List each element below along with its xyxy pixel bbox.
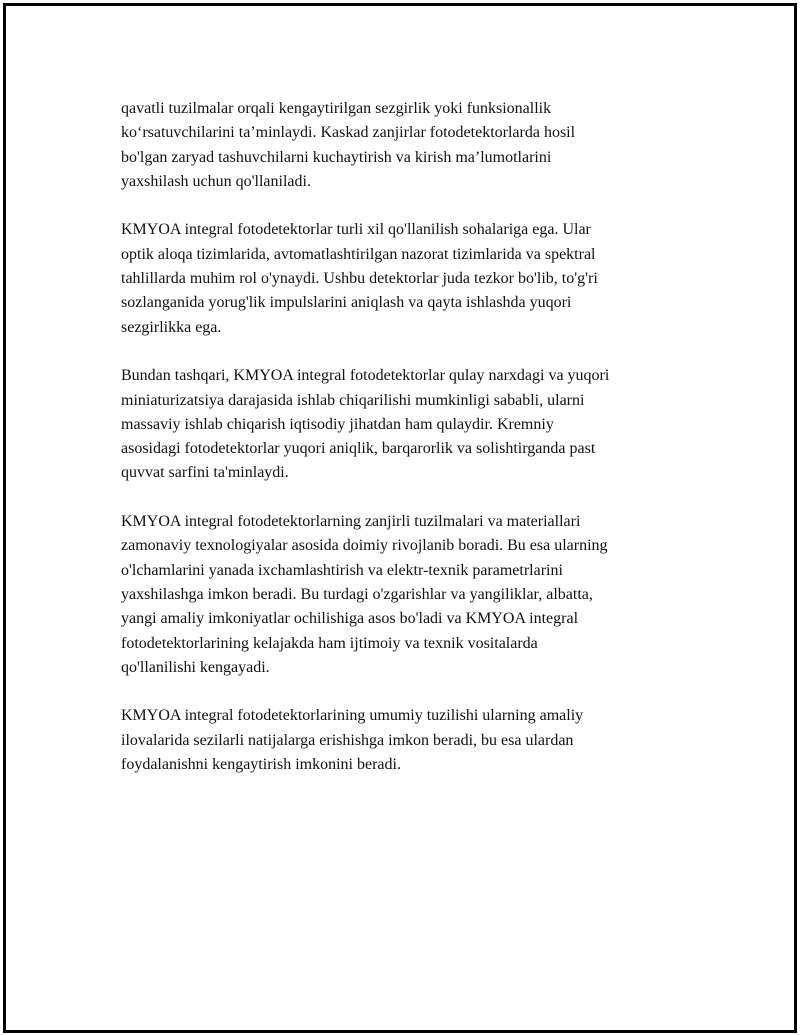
- paragraph-4: KMYOA integral fotodetektorlarning zanjirli tuzilmalari va materiallari zamonaviy texnologiyalar asosida doimiy rivojlanib boradi. Bu esa ularning o'lchamlarini yanada ixchamlashtirish va elektr-texnik parametrlarini yaxshilashga imkon beradi. Bu turdagi o'zgarishlar va yangiliklar, albatta, yangi amaliy imkoniyatlar ochilishiga asos bo'ladi va KMYOA integral fotodetektorlarining kelajakda ham ijtimoiy va texnik vositalarda qo'llanilishi kengayadi.: [121, 513, 608, 676]
- paragraph-5: KMYOA integral fotodetektorlarining umumiy tuzilishi ularning amaliy ilovalarida sezilarli natijalarga erishishga imkon beradi, bu esa ulardan foydalanishni kengaytirish imkonini beradi.: [121, 707, 584, 774]
- paragraph-1: qavatli tuzilmalar orqali kengaytirilgan sezgirlik yoki funksionallik ko‘rsatuvchilarini ta’minlaydi. Kaskad zanjirlar fotodetektorlarda hosil bo'lgan zaryad tashuvchilarni kuchaytirish va kirish ma’lumotlarini yaxshilash uchun qo'llaniladi.: [121, 100, 576, 190]
- document-body: [121, 97, 691, 802]
- paragraph-2: KMYOA integral fotodetektorlar turli xil qo'llanilish sohalariga ega. Ular optik aloqa tizimlarida, avtomatlashtirilgan nazorat tizimlarida va spektral tahlillarda muhim rol o'ynaydi. Ushbu detektorlar juda tezkor bo'lib, to'g'ri sozlanganida yorug'lik impulslarini aniqlash va qayta ishlashda yuqori sezgirlikka ega.: [121, 221, 598, 336]
- paragraph-3: Bundan tashqari, KMYOA integral fotodetektorlar qulay narxdagi va yuqori miniaturizatsiya darajasida ishlab chiqarilishi mumkinligi sababli, ularni massaviy ishlab chiqarish iqtisodiy jihatdan ham qulaydir. Kremniy asosidagi fotodetektorlar yuqori aniqlik, barqarorlik va solishtirganda past quvvat sarfini ta'minlaydi.: [121, 367, 610, 482]
- page-frame: [3, 3, 797, 1033]
